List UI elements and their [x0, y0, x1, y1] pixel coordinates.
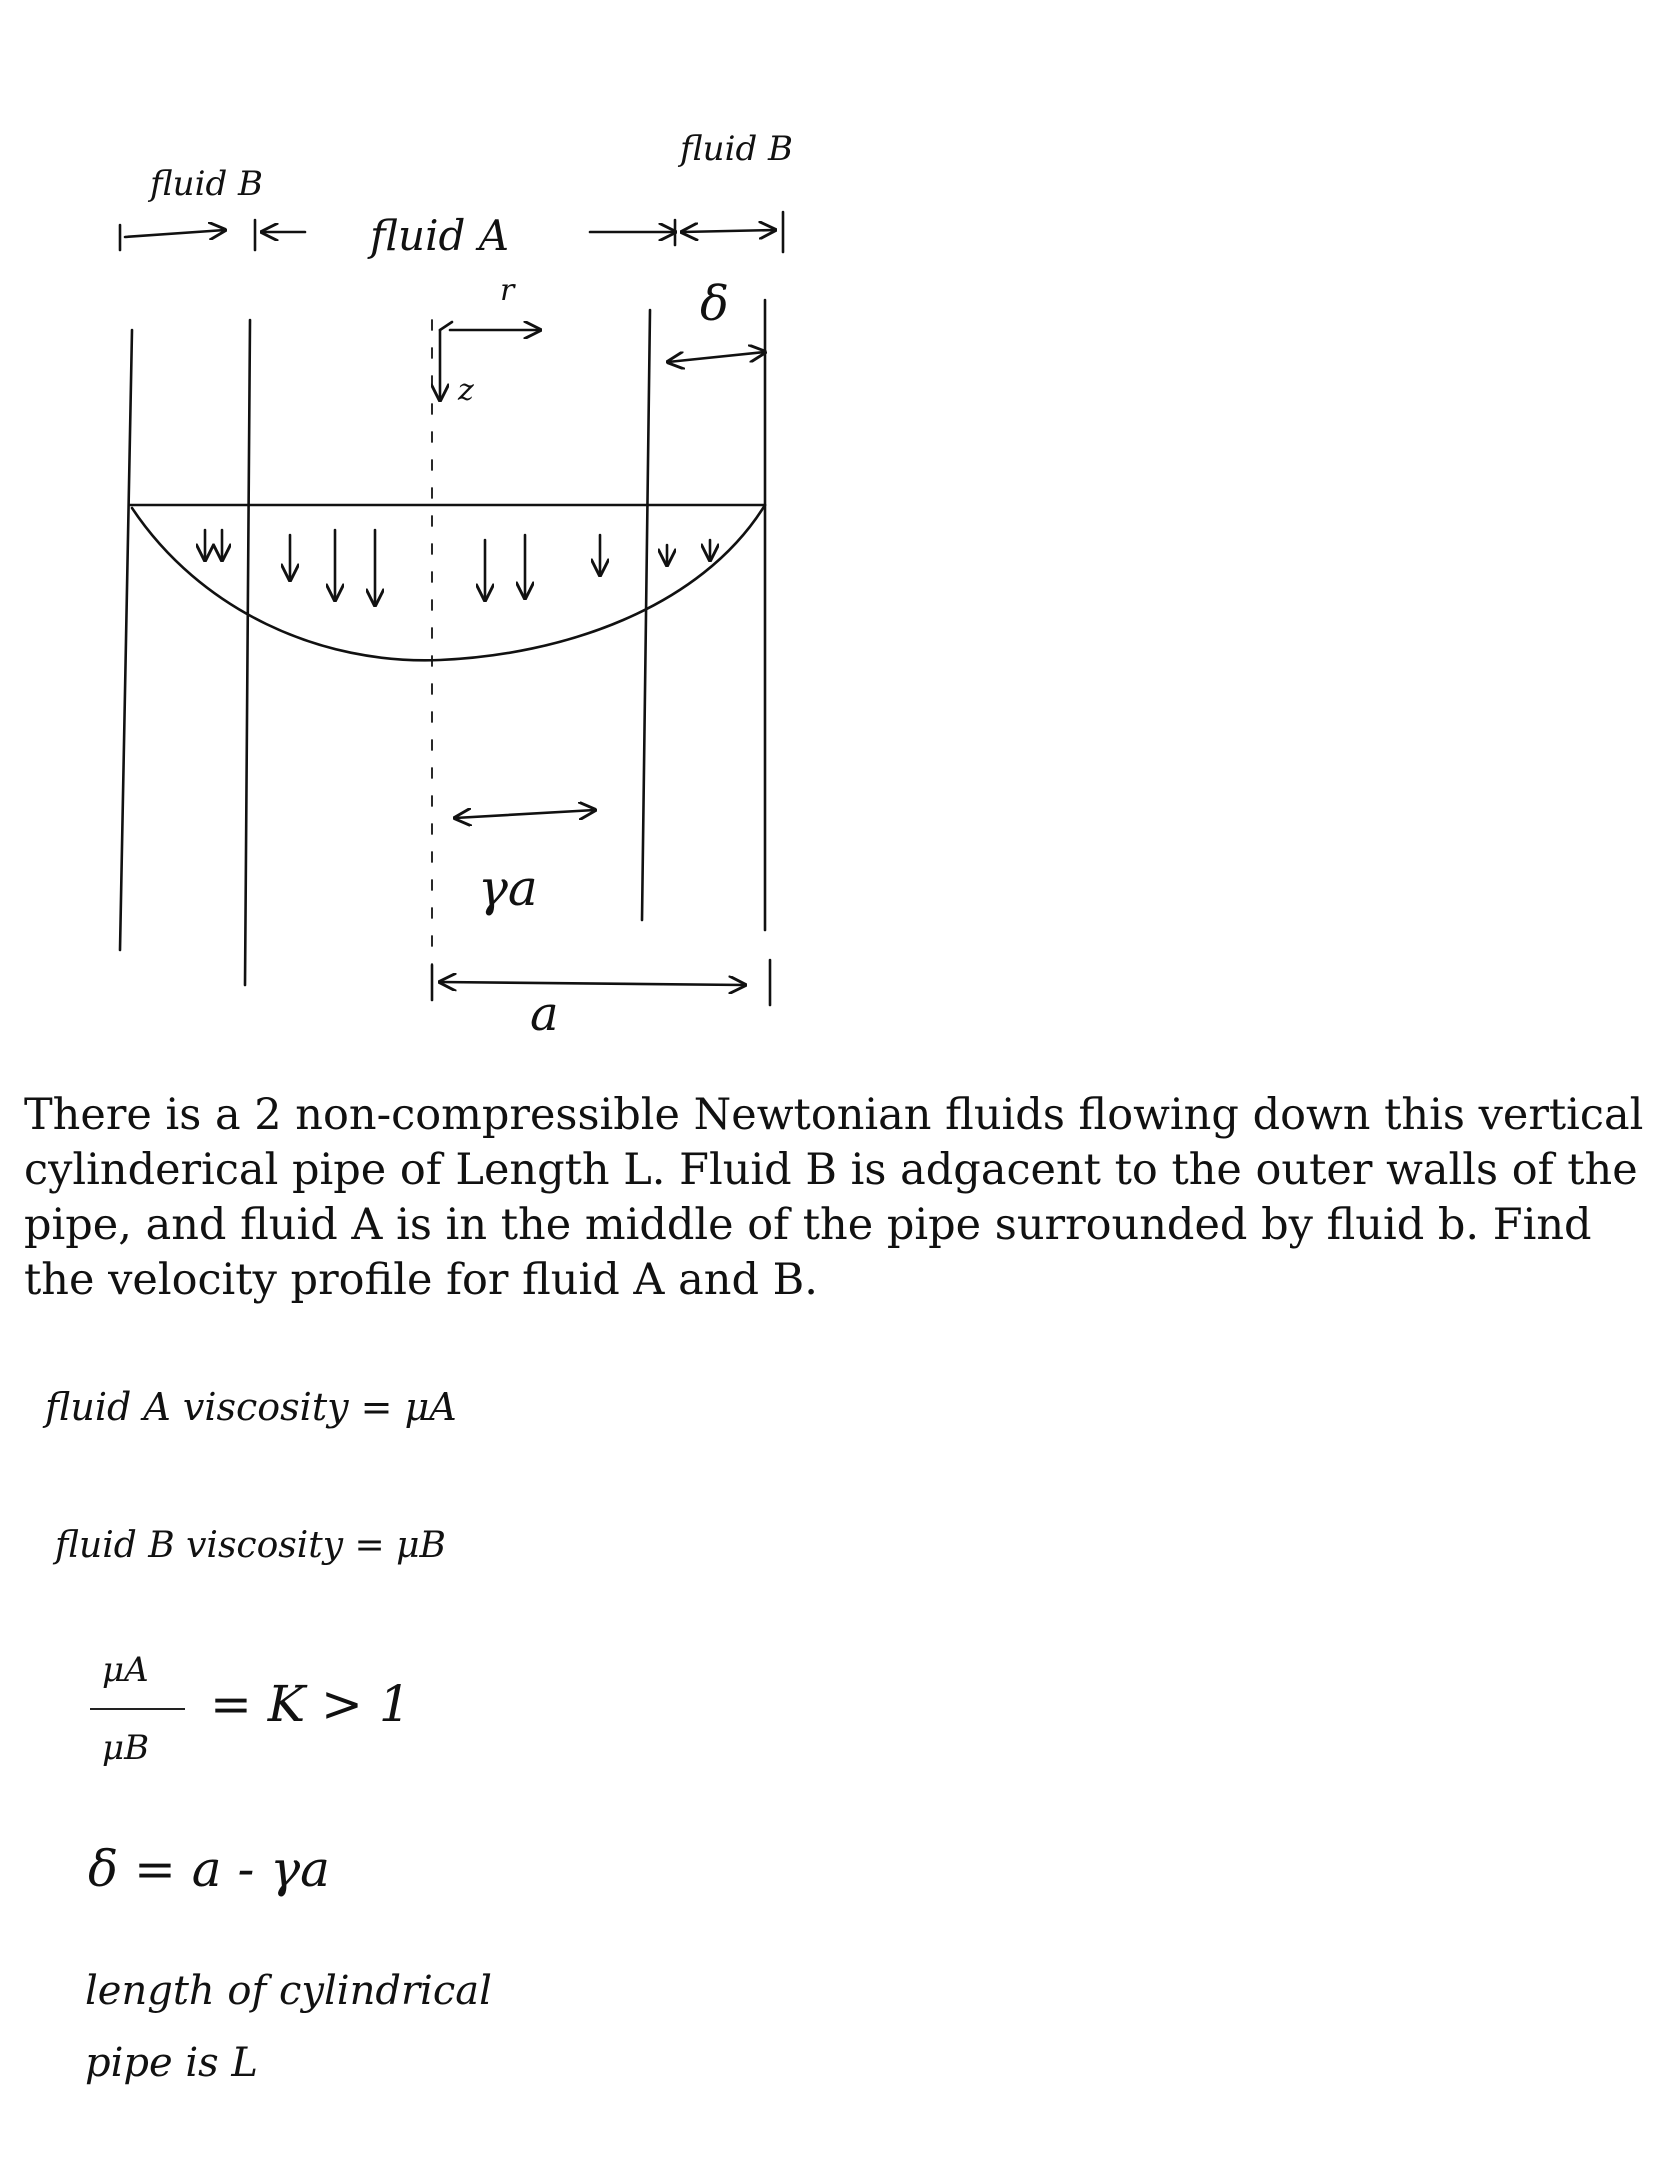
label-z: z [458, 373, 474, 408]
a-dimension-arrow [440, 982, 745, 985]
dim-arrow-fluid-b-right [682, 230, 775, 232]
note-length-line2: pipe is L [85, 2040, 258, 2086]
note-delta-definition: δ = a - γa [88, 1840, 330, 1898]
note-viscosity-a: fluid A viscosity = μA [45, 1385, 457, 1429]
label-gamma-a: γa [478, 859, 538, 917]
viscosity-ratio [90, 1650, 210, 1780]
label-delta: δ [700, 276, 729, 332]
gamma-a-arrow [455, 810, 595, 818]
velocity-profile-curve [132, 505, 765, 660]
outer-wall-left [120, 330, 132, 950]
dim-arrow-fluid-b-left [125, 230, 225, 237]
ratio-numerator: μA [102, 1650, 149, 1690]
fraction-bar [90, 1708, 185, 1710]
label-fluid-b-right: fluid B [680, 129, 794, 169]
label-fluid-b-left: fluid B [150, 164, 264, 204]
label-r: r [500, 273, 515, 308]
ratio-denominator: μB [102, 1728, 150, 1768]
note-length-line1: length of cylindrical [85, 1968, 492, 2014]
label-a: a [530, 986, 559, 1042]
interface-line-left [245, 320, 250, 985]
problem-statement: There is a 2 non-compressible Newtonian fluids flowing down this vertical cylinderical pipe of Length L. Fluid B is adgacent to the outer walls of the pipe, and fluid A is in the middle of the pipe surrounded by fluid b. Find the velocity profile for fluid A and B. [24, 1090, 1644, 1305]
note-viscosity-b: fluid B viscosity = μB [55, 1525, 446, 1566]
delta-arrow [668, 352, 765, 362]
label-fluid-a: fluid A [370, 211, 510, 260]
ratio-relation: = K > 1 [210, 1675, 411, 1733]
interface-line-right [642, 310, 650, 920]
